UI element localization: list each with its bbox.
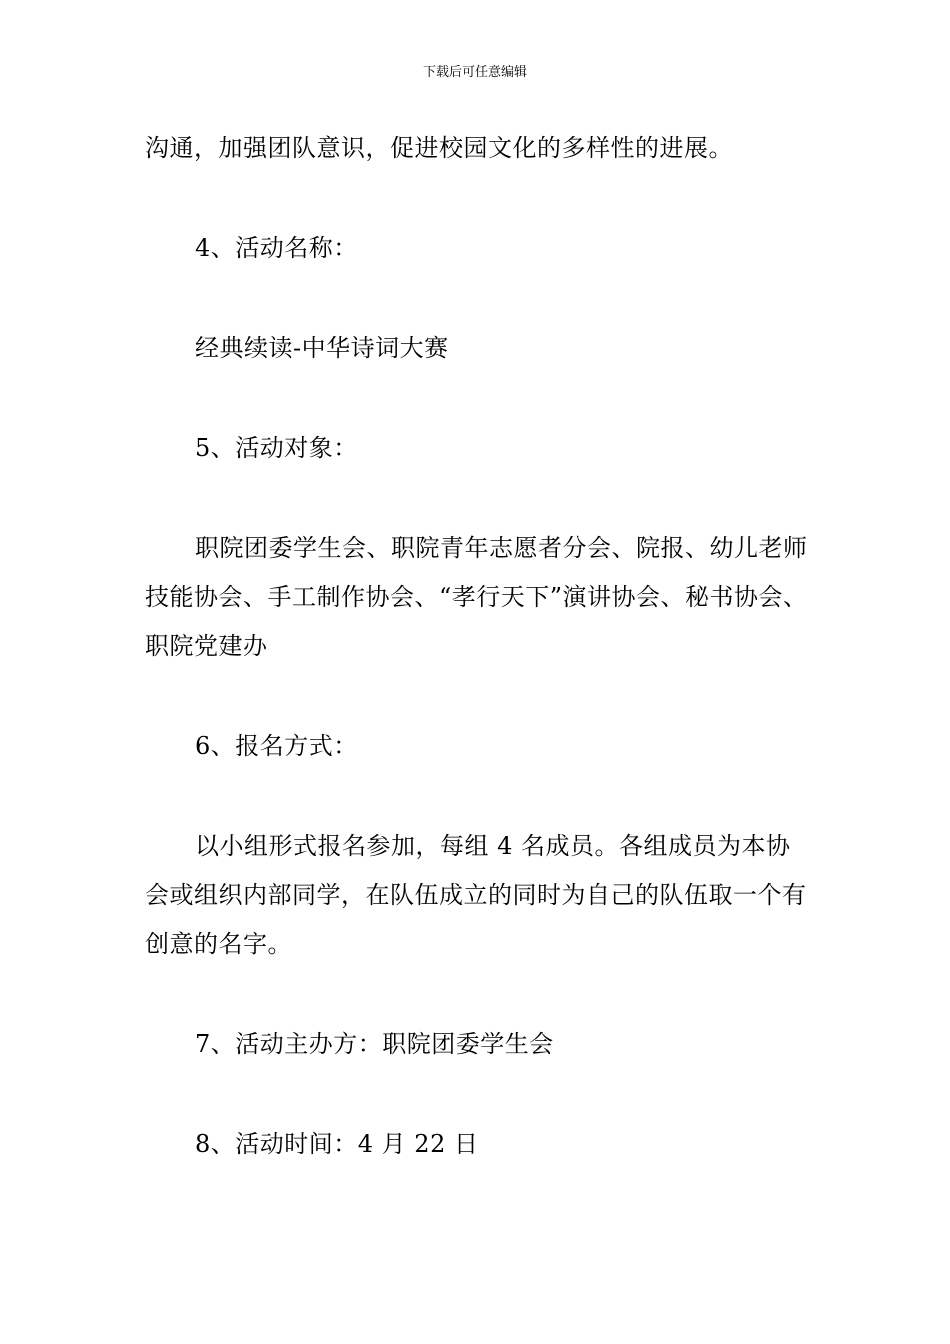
participants-text: 职院团委学生会、职院青年志愿者分会、院报、幼儿老师技能协会、手工制作协会、“孝行天下”演讲协会、秘书协会、职院党建办 [145,534,808,660]
activity-name-text: 经典续读-中华诗词大赛 [195,334,449,362]
page-header-note: 下载后可任意编辑 [422,65,527,80]
registration-method-text: 以小组形式报名参加，每组 4 名成员。各组成员为本协会或组织内部同学，在队伍成立的同时为自己的队伍取一个有创意的名字。 [145,832,807,958]
item-7-organizer: 7、活动主办方：职院团委学生会 [195,1030,554,1058]
item-6-heading: 6、报名方式： [195,732,358,760]
item-4-heading: 4、活动名称： [195,234,358,262]
paragraph-continuation: 沟通，加强团队意识，促进校园文化的多样性的进展。 [145,134,733,162]
item-8-time: 8、活动时间：4 月 22 日 [195,1130,479,1158]
item-5-heading: 5、活动对象： [195,434,358,462]
